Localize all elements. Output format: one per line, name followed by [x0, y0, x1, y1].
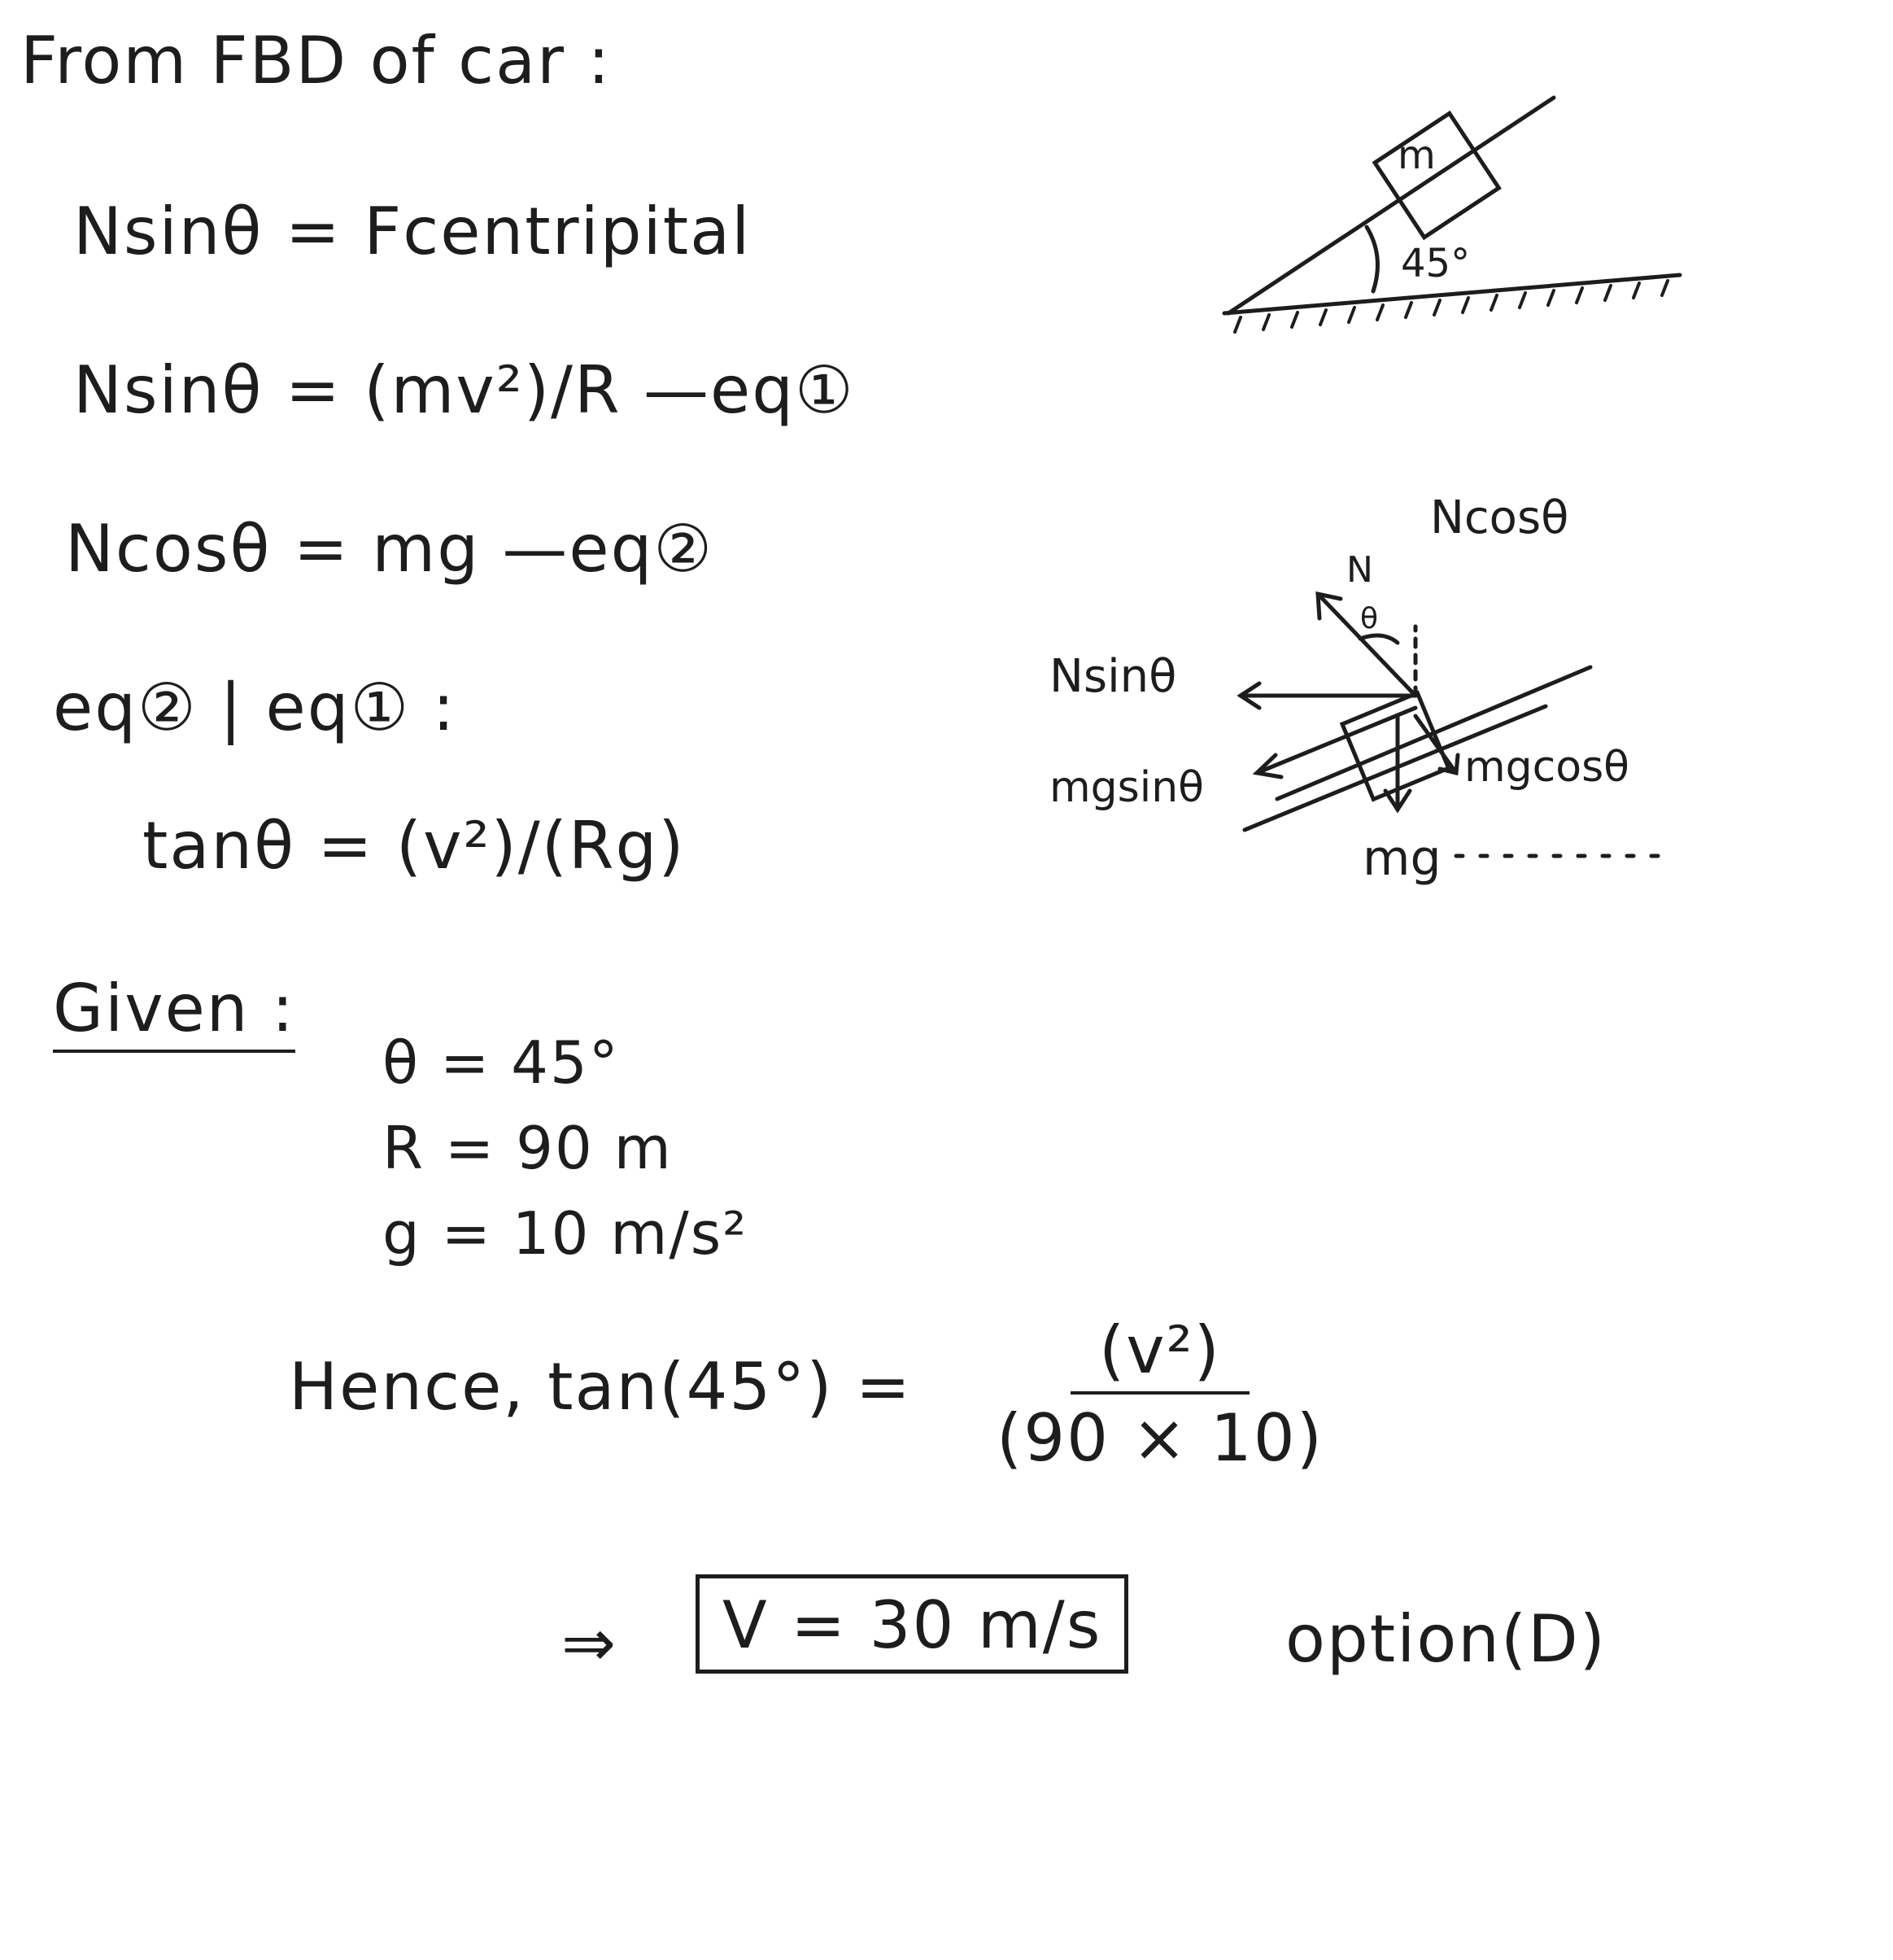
nsin-label: Nsinθ	[1049, 650, 1177, 703]
theta-label: θ	[1360, 602, 1379, 635]
angle-label: 45°	[1401, 241, 1471, 286]
given-gravity: g = 10 m/s²	[382, 1199, 748, 1268]
fraction-denominator: (90 × 10)	[997, 1400, 1324, 1476]
mgsin-label: mgsinθ	[1049, 763, 1204, 812]
normal-force-label: N	[1346, 549, 1373, 591]
mg-label: mg	[1363, 830, 1442, 887]
result-box: V = 30 m/s	[696, 1574, 1128, 1674]
fraction-numerator: (v²)	[1099, 1312, 1221, 1388]
ncos-label: Ncosθ	[1430, 491, 1569, 544]
angle-arc	[1367, 227, 1377, 291]
fbd-diagram	[1241, 594, 1676, 856]
mgcos-label: mgcosθ	[1464, 743, 1629, 792]
incline-line	[1228, 98, 1554, 313]
mgsin-arrow	[1257, 708, 1415, 773]
given-radius: R = 90 m	[382, 1114, 673, 1182]
hence-line: Hence, tan(45°) =	[289, 1349, 912, 1425]
equation-ratio-label: eq② | eq① :	[53, 670, 456, 745]
heading: From FBD of car :	[20, 23, 612, 98]
answer-option: option(D)	[1285, 1601, 1607, 1677]
equation-2: Ncosθ = mg —eq②	[65, 511, 714, 587]
mass-label: m	[1398, 133, 1436, 178]
equation-tan: tanθ = (v²)/(Rg)	[142, 808, 686, 884]
incline-diagram	[1224, 98, 1680, 332]
implies-arrow: ⇒	[561, 1605, 618, 1681]
given-theta: θ = 45°	[382, 1028, 620, 1097]
equation-1: Nsinθ = (mv²)/R —eq①	[73, 352, 855, 428]
given-heading: Given :	[53, 976, 295, 1053]
equation-nsin-fcentripital: Nsinθ = Fcentripital	[73, 194, 752, 269]
